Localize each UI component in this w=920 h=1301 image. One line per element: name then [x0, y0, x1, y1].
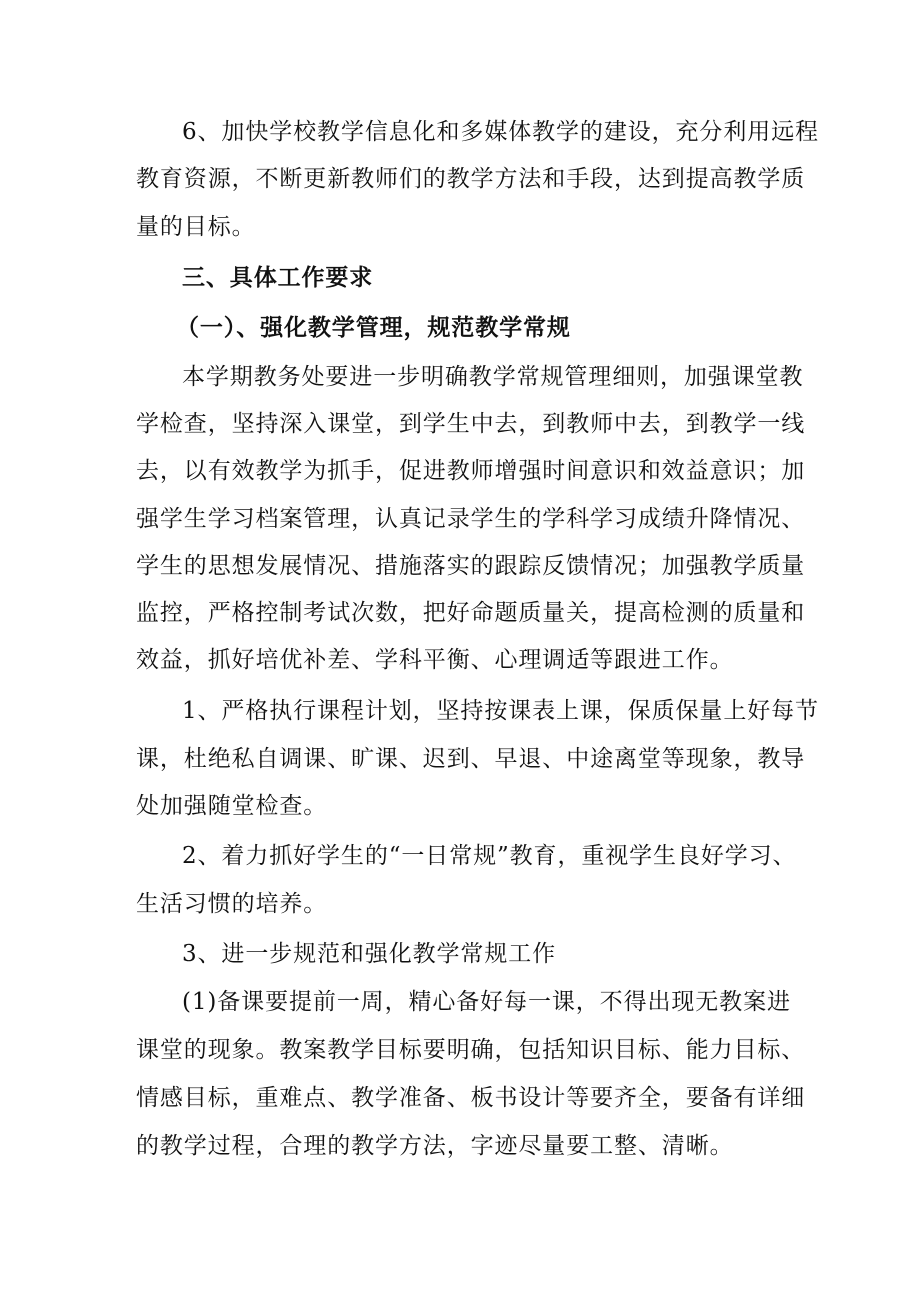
text-line: 2、着力抓好学生的“一日常规”教育，重视学生良好学习、 — [182, 843, 797, 869]
heading-text: 三、具体工作要求 — [182, 265, 374, 291]
text-line: 生活习惯的培养。 — [136, 891, 328, 917]
text-line: 学检查，坚持深入课堂，到学生中去，到教师中去，到教学一线 — [136, 411, 806, 437]
text-line: 量的目标。 — [136, 214, 256, 240]
text-line: 6、加快学校教学信息化和多媒体教学的建设，充分利用远程 — [182, 119, 819, 145]
text-line: (1)备课要提前一周，精心备好每一课，不得出现无教案进 — [182, 989, 791, 1015]
text-line: 学生的思想发展情况、措施落实的跟踪反馈情况；加强教学质量 — [136, 553, 806, 579]
text-line: 的教学过程，合理的教学方法，字迹尽量要工整、清晰。 — [136, 1133, 734, 1159]
text-line: 课堂的现象。教案教学目标要明确，包括知识目标、能力目标、 — [136, 1037, 806, 1063]
text-line: 1、严格执行课程计划，坚持按课表上课，保质保量上好每节 — [182, 698, 819, 724]
text-line: 情感目标，重难点、教学准备、板书设计等要齐全，要备有详细 — [136, 1085, 806, 1111]
text-line: 去，以有效教学为抓手，促进教师增强时间意识和效益意识；加 — [136, 458, 806, 484]
subheading-text: （一）、强化教学管理，规范教学常规 — [176, 315, 571, 341]
text-line: 本学期教务处要进一步明确教学常规管理细则，加强课堂教 — [182, 364, 804, 390]
text-line: 教育资源，不断更新教师们的教学方法和手段，达到提高教学质 — [136, 166, 806, 192]
text-line: 课，杜绝私自调课、旷课、迟到、早退、中途离堂等现象，教导 — [136, 746, 806, 772]
text-line: 处加强随堂检查。 — [136, 793, 328, 819]
text-line: 效益，抓好培优补差、学科平衡、心理调适等跟进工作。 — [136, 647, 734, 673]
text-line: 3、进一步规范和强化教学常规工作 — [182, 941, 557, 967]
text-line: 监控，严格控制考试次数，把好命题质量关，提高检测的质量和 — [136, 600, 806, 626]
text-line: 强学生学习档案管理，认真记录学生的学科学习成绩升降情况、 — [136, 506, 806, 532]
